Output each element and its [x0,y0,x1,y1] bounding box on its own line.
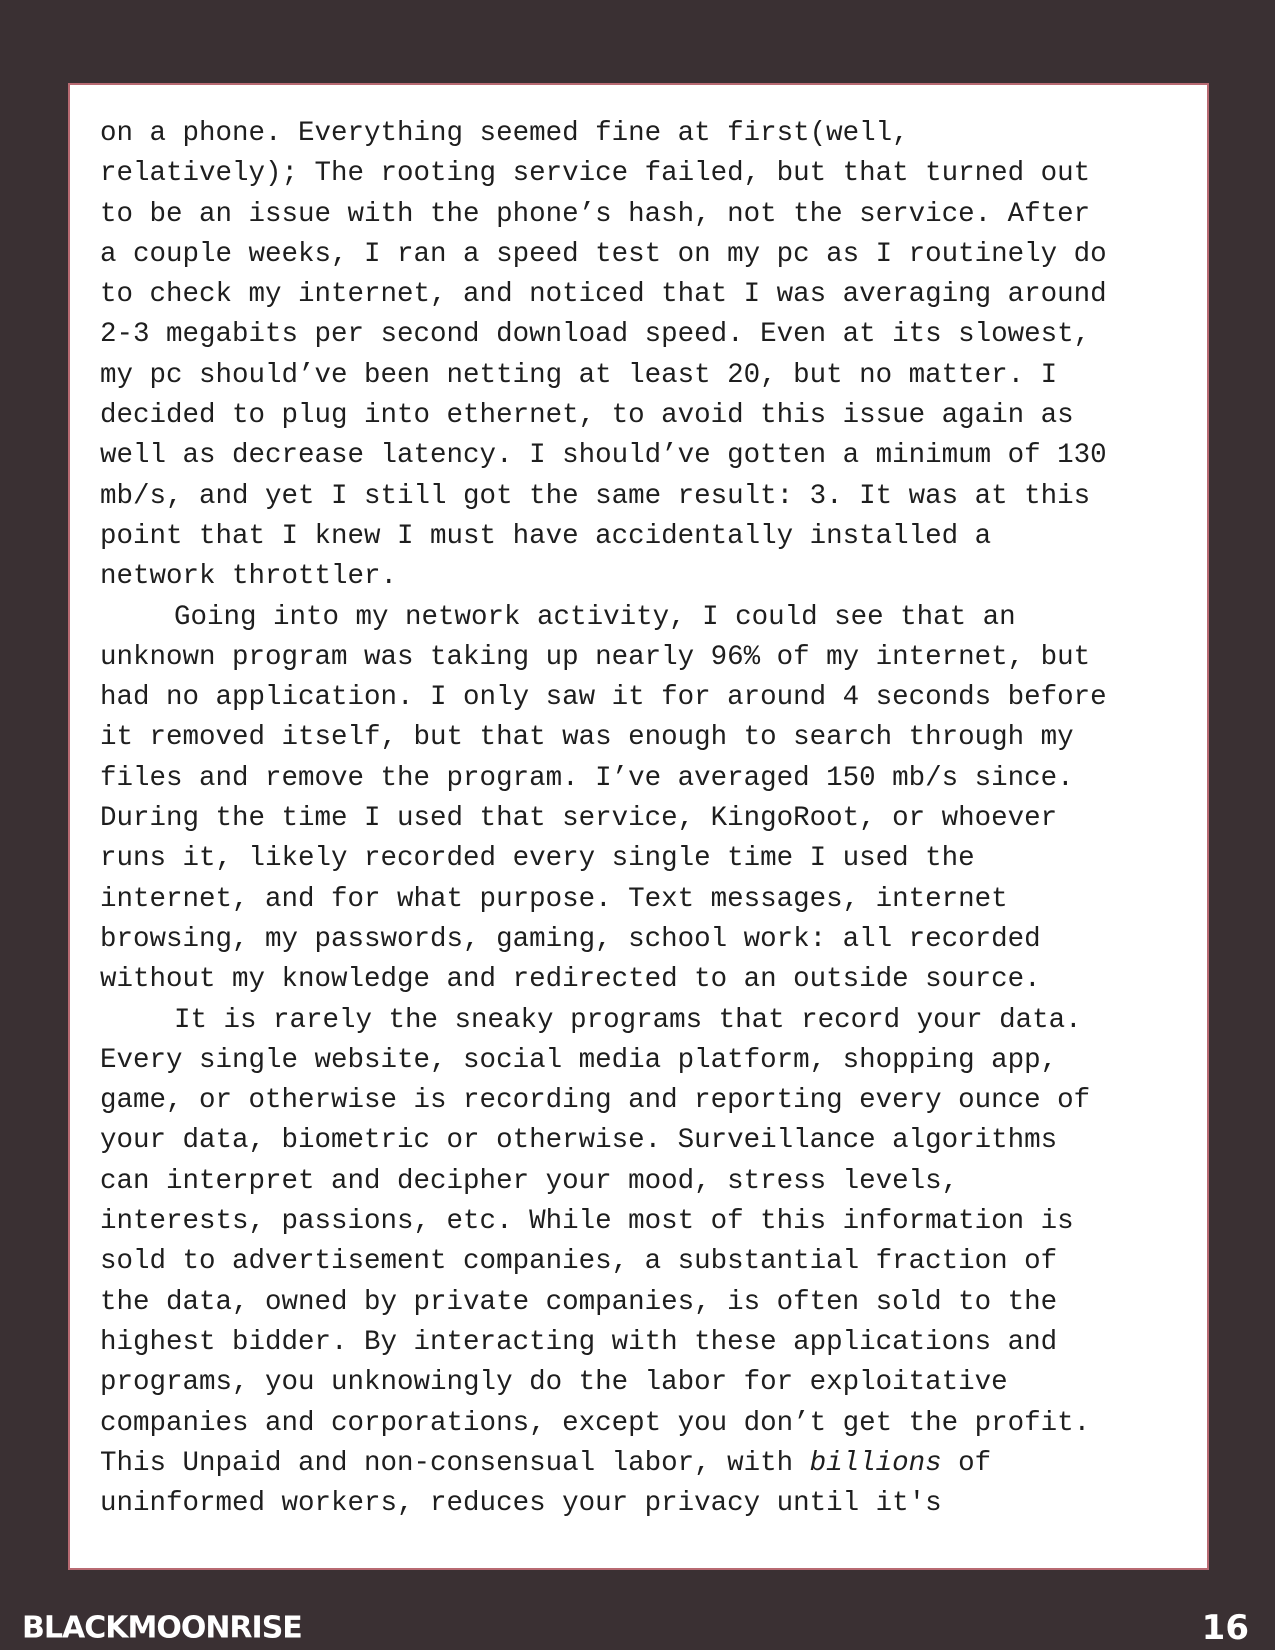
body-line: game, or otherwise is recording and reporting every ounce of [100,1085,1091,1117]
body-line: to be an issue with the phone’s hash, not the service. After [100,198,1091,230]
emphasized-word: billions [809,1447,942,1479]
body-line: sold to advertisement companies, a substantial fraction of [100,1246,1058,1278]
body-line: Every single website, social media platform, shopping app, [100,1044,1058,1076]
body-line: it removed itself, but that was enough to search through my [100,722,1074,754]
page-number: 16 [1201,1608,1249,1648]
body-line: a couple weeks, I ran a speed test on my pc as I routinely do [100,238,1107,270]
body-line: runs it, likely recorded every single time I used the [100,843,975,875]
brand-logo: BLACKMOONRISE [22,1610,302,1646]
body-line: my pc should’ve been netting at least 20, but no matter. I [100,359,1058,391]
text-panel [68,83,1209,1570]
body-line: on a phone. Everything seemed fine at first(well, [100,118,909,149]
article-body [100,114,1180,1524]
body-line: highest bidder. By interacting with these applications and [100,1326,1058,1358]
body-line: network throttler. [100,561,398,593]
body-line: files and remove the program. I’ve averaged 150 mb/s since. [100,762,1074,794]
line-text-after: of [941,1447,992,1479]
body-line: internet, and for what purpose. Text messages, internet [100,883,1008,915]
body-line: mb/s, and yet I still got the same result: 3. It was at this [100,480,1091,512]
body-line: decided to plug into ethernet, to avoid this issue again as [100,400,1074,432]
body-line: uninformed workers, reduces your privacy until it's [100,1488,942,1520]
body-line: without my knowledge and redirected to an outside source. [100,964,1041,996]
body-line: interests, passions, etc. While most of this information is [100,1206,1074,1238]
body-line: unknown program was taking up nearly 96% of my internet, but [100,641,1091,673]
body-line: had no application. I only saw it for around 4 seconds before [100,682,1107,714]
body-line-with-emphasis [100,1444,1180,1484]
body-line: programs, you unknowingly do the labor for exploitative [100,1367,1008,1399]
body-line: relatively); The rooting service failed, but that turned out [100,158,1091,190]
paragraph-start-line: Going into my network activity, I could see that an [174,601,1016,633]
body-line: the data, owned by private companies, is often sold to the [100,1286,1058,1318]
body-line: companies and corporations, except you don’t get the profit. [100,1407,1091,1439]
body-line: can interpret and decipher your mood, stress levels, [100,1165,959,1197]
body-line: point that I knew I must have accidentally installed a [100,520,992,552]
body-line: your data, biometric or otherwise. Surveillance algorithms [100,1125,1058,1157]
body-line: to check my internet, and noticed that I was averaging around [100,279,1107,311]
body-line: well as decrease latency. I should’ve gotten a minimum of 130 [100,440,1107,472]
body-line: During the time I used that service, KingoRoot, or whoever [100,803,1058,835]
line-text-before: This Unpaid and non-consensual labor, with [100,1447,810,1479]
body-line: 2-3 megabits per second download speed. Even at its slowest, [100,319,1091,351]
paragraph-start-line: It is rarely the sneaky programs that record your data. [174,1004,1082,1036]
body-line: browsing, my passwords, gaming, school work: all recorded [100,923,1041,955]
